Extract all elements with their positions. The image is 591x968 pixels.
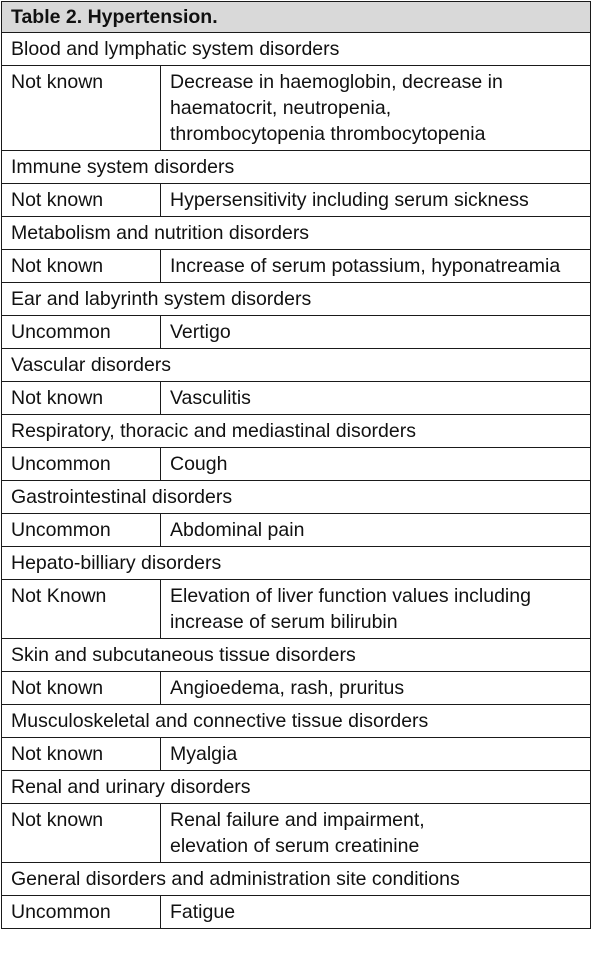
- category-row: [2, 415, 591, 448]
- category-row: [2, 639, 591, 672]
- reaction-cell: Myalgia: [161, 738, 591, 771]
- category-row: [2, 863, 591, 896]
- frequency-cell: Uncommon: [2, 896, 161, 929]
- reaction-row: [2, 672, 591, 705]
- category-label: Blood and lymphatic system disorders: [2, 33, 591, 66]
- frequency-cell: Not known: [2, 672, 161, 705]
- reaction-row: [2, 66, 591, 151]
- reaction-cell: Hypersensitivity including serum sickness: [161, 184, 591, 217]
- category-label: Renal and urinary disorders: [2, 771, 591, 804]
- category-row: [2, 481, 591, 514]
- category-row: [2, 217, 591, 250]
- frequency-cell: Not known: [2, 184, 161, 217]
- category-label: Respiratory, thoracic and mediastinal disorders: [2, 415, 591, 448]
- frequency-cell: Not known: [2, 382, 161, 415]
- reaction-row: [2, 738, 591, 771]
- category-row: [2, 705, 591, 738]
- category-label: Immune system disorders: [2, 151, 591, 184]
- category-row: [2, 771, 591, 804]
- frequency-cell: Not known: [2, 66, 161, 151]
- reaction-cell: Angioedema, rash, pruritus: [161, 672, 591, 705]
- category-label: Vascular disorders: [2, 349, 591, 382]
- reaction-cell: Decrease in haemoglobin, decrease in haematocrit, neutropenia, thrombocytopenia thrombocytopenia: [161, 66, 591, 151]
- category-row: [2, 151, 591, 184]
- category-label: Hepato-billiary disorders: [2, 547, 591, 580]
- table-title-row: [2, 2, 591, 33]
- reaction-row: [2, 448, 591, 481]
- reaction-cell: Fatigue: [161, 896, 591, 929]
- table-body: [2, 2, 591, 929]
- category-label: General disorders and administration site conditions: [2, 863, 591, 896]
- reaction-row: [2, 804, 591, 863]
- reaction-cell: Cough: [161, 448, 591, 481]
- category-row: [2, 349, 591, 382]
- frequency-cell: Not known: [2, 250, 161, 283]
- frequency-cell: Not known: [2, 738, 161, 771]
- reaction-row: [2, 184, 591, 217]
- reaction-row: [2, 580, 591, 639]
- table-title: Table 2. Hypertension.: [2, 2, 591, 33]
- adverse-reactions-table: [1, 1, 591, 929]
- reaction-cell: Vasculitis: [161, 382, 591, 415]
- category-label: Metabolism and nutrition disorders: [2, 217, 591, 250]
- reaction-cell: Abdominal pain: [161, 514, 591, 547]
- reaction-row: [2, 896, 591, 929]
- reaction-cell: Elevation of liver function values including increase of serum bilirubin: [161, 580, 591, 639]
- frequency-cell: Uncommon: [2, 316, 161, 349]
- category-label: Gastrointestinal disorders: [2, 481, 591, 514]
- category-label: Skin and subcutaneous tissue disorders: [2, 639, 591, 672]
- reaction-cell: Increase of serum potassium, hyponatreamia: [161, 250, 591, 283]
- reaction-row: [2, 514, 591, 547]
- category-label: Ear and labyrinth system disorders: [2, 283, 591, 316]
- reaction-row: [2, 250, 591, 283]
- category-row: [2, 547, 591, 580]
- category-row: [2, 283, 591, 316]
- reaction-row: [2, 382, 591, 415]
- frequency-cell: Uncommon: [2, 514, 161, 547]
- reaction-row: [2, 316, 591, 349]
- category-label: Musculoskeletal and connective tissue disorders: [2, 705, 591, 738]
- reaction-cell: Renal failure and impairment, elevation of serum creatinine: [161, 804, 591, 863]
- reaction-cell: Vertigo: [161, 316, 591, 349]
- frequency-cell: Uncommon: [2, 448, 161, 481]
- frequency-cell: Not known: [2, 804, 161, 863]
- category-row: [2, 33, 591, 66]
- frequency-cell: Not Known: [2, 580, 161, 639]
